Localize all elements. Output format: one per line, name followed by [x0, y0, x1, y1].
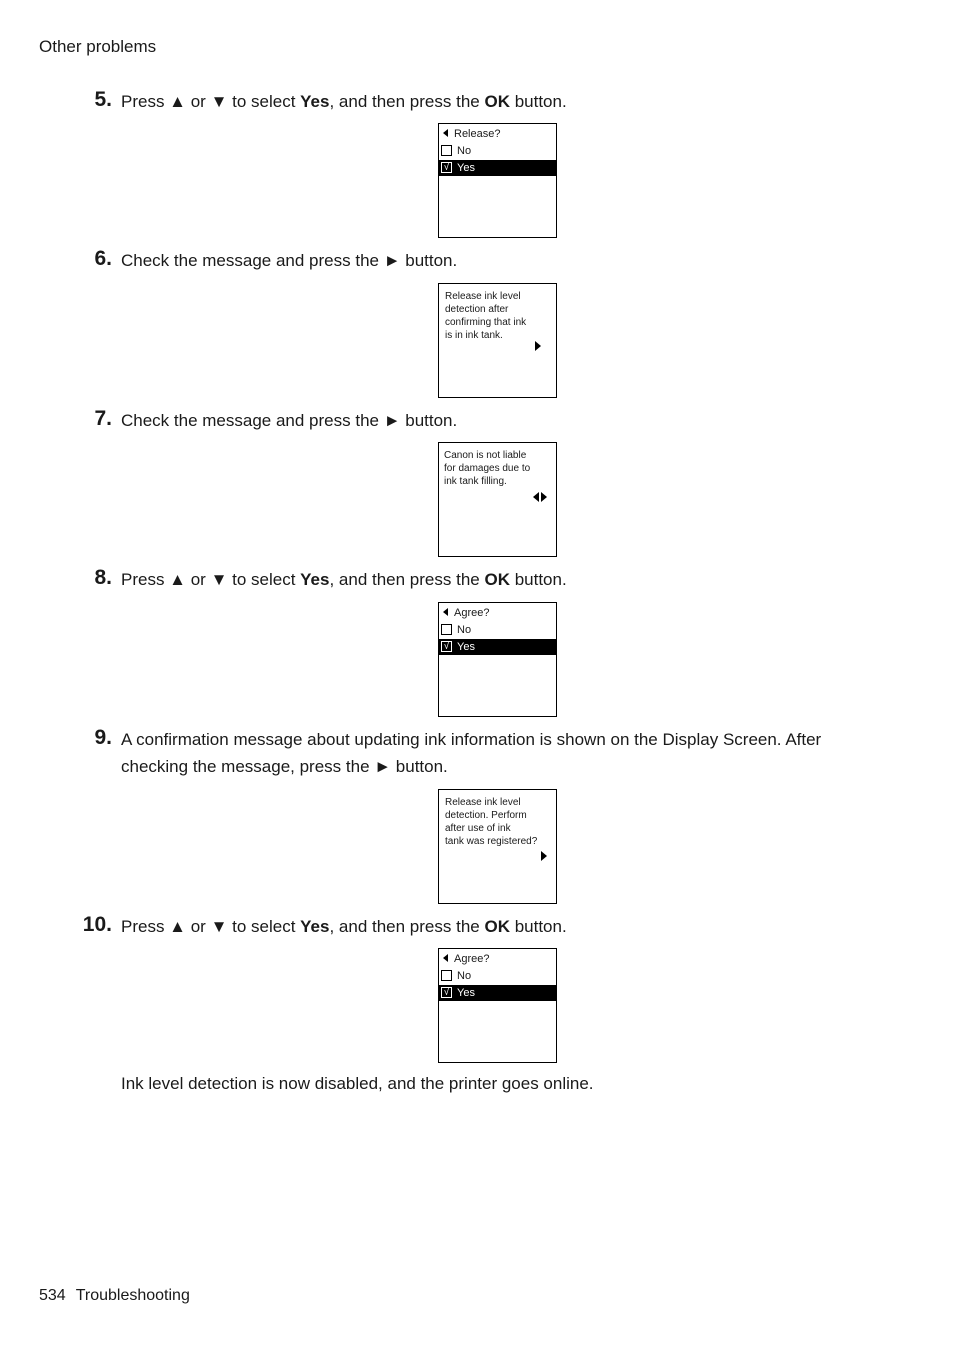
step-number: 5. — [94, 88, 112, 111]
checkbox-icon — [441, 970, 452, 981]
step-number: 6. — [94, 247, 112, 270]
screen-message: Release ink level detection. Perform after use of ink tank was registered? — [445, 797, 538, 847]
checkbox-checked-icon: √ — [441, 641, 452, 652]
option-no: No — [439, 622, 556, 638]
next-arrow-icon — [541, 492, 547, 502]
back-arrow-icon — [443, 129, 448, 137]
display-screen-agree — [438, 948, 557, 1063]
page-footer — [39, 1287, 190, 1305]
step-instruction: Press ▲ or ▼ to select Yes, and then press the OK button. — [121, 92, 567, 111]
step-number: 9. — [94, 726, 112, 749]
option-yes-selected: √ Yes — [439, 160, 556, 176]
display-screen-message — [438, 789, 557, 904]
step-instruction: Press ▲ or ▼ to select Yes, and then press the OK button. — [121, 570, 567, 589]
screen-question: Agree? — [443, 953, 489, 966]
next-arrow-icon — [541, 851, 547, 861]
display-screen-message — [438, 283, 557, 398]
checkbox-icon — [441, 624, 452, 635]
option-no: No — [439, 143, 556, 159]
screen-question: Agree? — [443, 607, 489, 620]
option-yes-selected: √ Yes — [439, 985, 556, 1001]
result-text: Ink level detection is now disabled, and the printer goes online. — [121, 1074, 594, 1093]
back-arrow-icon — [443, 608, 448, 616]
step-instruction: Press ▲ or ▼ to select Yes, and then press the OK button. — [121, 917, 567, 936]
step-instruction: Check the message and press the ► button. — [121, 251, 458, 270]
step-number: 7. — [94, 407, 112, 430]
footer-title: Troubleshooting — [75, 1287, 190, 1304]
step-instruction: A confirmation message about updating ink information is shown on the Display Screen. After checking the message, press the ► button. — [121, 730, 822, 776]
step-number: 8. — [94, 566, 112, 589]
screen-message: Canon is not liable for damages due to ink tank filling. — [444, 450, 531, 487]
display-screen-message — [438, 442, 557, 557]
screen-question: Release? — [443, 128, 500, 141]
display-screen-agree — [438, 602, 557, 717]
back-arrow-icon — [533, 492, 539, 502]
next-arrow-icon — [535, 341, 541, 351]
step-number: 10. — [82, 913, 112, 936]
page-number: 534 — [39, 1287, 66, 1304]
screen-message: Release ink level detection after confirming that ink is in ink tank. — [445, 291, 527, 341]
step-instruction: Check the message and press the ► button. — [121, 411, 458, 430]
section-header: Other problems — [39, 37, 157, 56]
checkbox-icon — [441, 145, 452, 156]
display-screen-release — [438, 123, 557, 238]
option-no: No — [439, 968, 556, 984]
back-arrow-icon — [443, 954, 448, 962]
option-yes-selected: √ Yes — [439, 639, 556, 655]
checkbox-checked-icon: √ — [441, 162, 452, 173]
checkbox-checked-icon: √ — [441, 987, 452, 998]
